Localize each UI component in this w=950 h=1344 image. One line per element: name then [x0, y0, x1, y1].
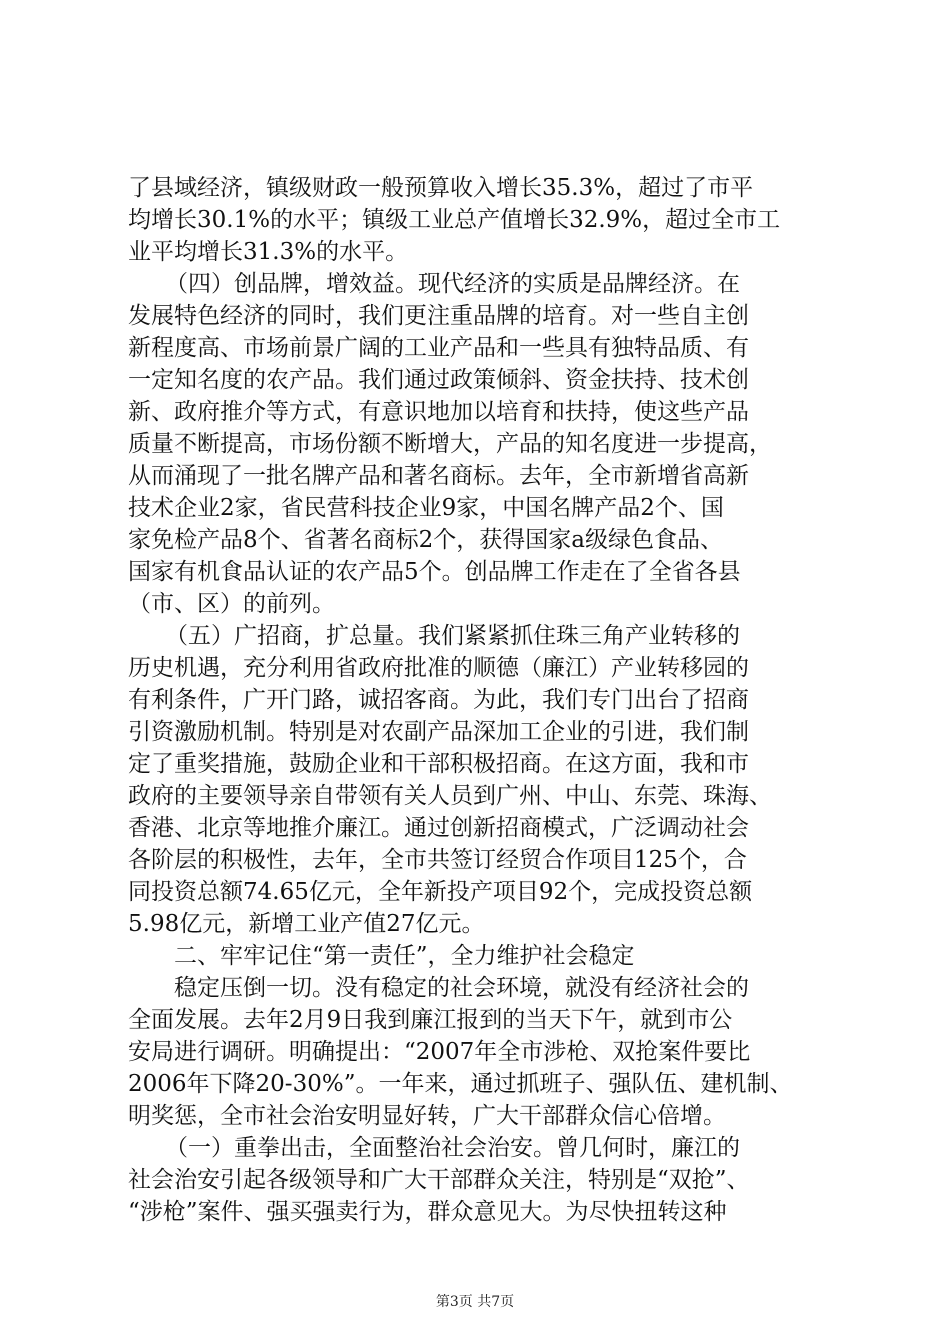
- paragraph-start-line: （一）重拳出击，全面整治社会治安。曾几何时，廉江的: [165, 1135, 740, 1161]
- text-line: 均增长30.1%的水平；镇级工业总产值增长32.9%，超过全市工: [128, 207, 781, 233]
- section-heading: 二、牢牢记住“第一责任”，全力维护社会稳定: [174, 943, 635, 969]
- text-line: 安局进行调研。明确提出：“2007年全市涉枪、双抢案件要比: [128, 1039, 751, 1065]
- text-line: 从而涌现了一批名牌产品和著名商标。去年，全市新增省高新: [128, 463, 749, 489]
- text-line: 定了重奖措施，鼓励企业和干部积极招商。在这方面，我和市: [128, 751, 749, 777]
- text-line: 各阶层的积极性，去年，全市共签订经贸合作项目125个，合: [128, 847, 747, 873]
- text-line: 新程度高、市场前景广阔的工业产品和一些具有独特品质、有: [128, 335, 749, 361]
- text-line: 发展特色经济的同时，我们更注重品牌的培育。对一些自主创: [128, 303, 749, 329]
- paragraph-start-line: 稳定压倒一切。没有稳定的社会环境，就没有经济社会的: [174, 975, 749, 1001]
- text-line: 引资激励机制。特别是对农副产品深加工企业的引进，我们制: [128, 719, 749, 745]
- text-line: 全面发展。去年2月9日我到廉江报到的当天下午，就到市公: [128, 1007, 733, 1033]
- text-line: 新、政府推介等方式，有意识地加以培育和扶持，使这些产品: [128, 399, 749, 425]
- text-line: 5.98亿元，新增工业产值27亿元。: [128, 911, 485, 937]
- text-line: 政府的主要领导亲自带领有关人员到广州、中山、东莞、珠海、: [128, 783, 772, 809]
- text-line: 家免检产品8个、省著名商标2个，获得国家a级绿色食品、: [128, 527, 723, 553]
- text-line: 质量不断提高，市场份额不断增大，产品的知名度进一步提高，: [128, 431, 772, 457]
- text-line: 了县域经济，镇级财政一般预算收入增长35.3%，超过了市平: [128, 175, 754, 201]
- text-line: 业平均增长31.3%的水平。: [128, 239, 409, 265]
- text-line: 社会治安引起各级领导和广大干部群众关注，特别是“双抢”、: [128, 1167, 750, 1193]
- text-line: （市、区）的前列。: [128, 591, 335, 617]
- text-line: 国家有机食品认证的农产品5个。创品牌工作走在了全省各县: [128, 559, 741, 585]
- text-line: 技术企业2家，省民营科技企业9家，中国名牌产品2个、国: [128, 495, 724, 521]
- body-text: [128, 172, 832, 1228]
- text-line: 一定知名度的农产品。我们通过政策倾斜、资金扶持、技术创: [128, 367, 749, 393]
- text-line: “涉枪”案件、强买强卖行为，群众意见大。为尽快扭转这种: [128, 1199, 727, 1225]
- paragraph-start-line: （四）创品牌，增效益。现代经济的实质是品牌经济。在: [165, 271, 740, 297]
- paragraph-start-line: （五）广招商，扩总量。我们紧紧抓住珠三角产业转移的: [165, 623, 740, 649]
- text-line: 明奖惩，全市社会治安明显好转，广大干部群众信心倍增。: [128, 1103, 726, 1129]
- text-line: 历史机遇，充分利用省政府批准的顺德（廉江）产业转移园的: [128, 655, 749, 681]
- text-line: 香港、北京等地推介廉江。通过创新招商模式，广泛调动社会: [128, 815, 749, 841]
- text-line: 2006年下降20-30%”。一年来，通过抓班子、强队伍、建机制、: [128, 1071, 793, 1097]
- page-footer: 第3页 共7页: [435, 1294, 515, 1310]
- text-line: 有利条件，广开门路，诚招客商。为此，我们专门出台了招商: [128, 687, 749, 713]
- text-line: 同投资总额74.65亿元，全年新投产项目92个，完成投资总额: [128, 879, 753, 905]
